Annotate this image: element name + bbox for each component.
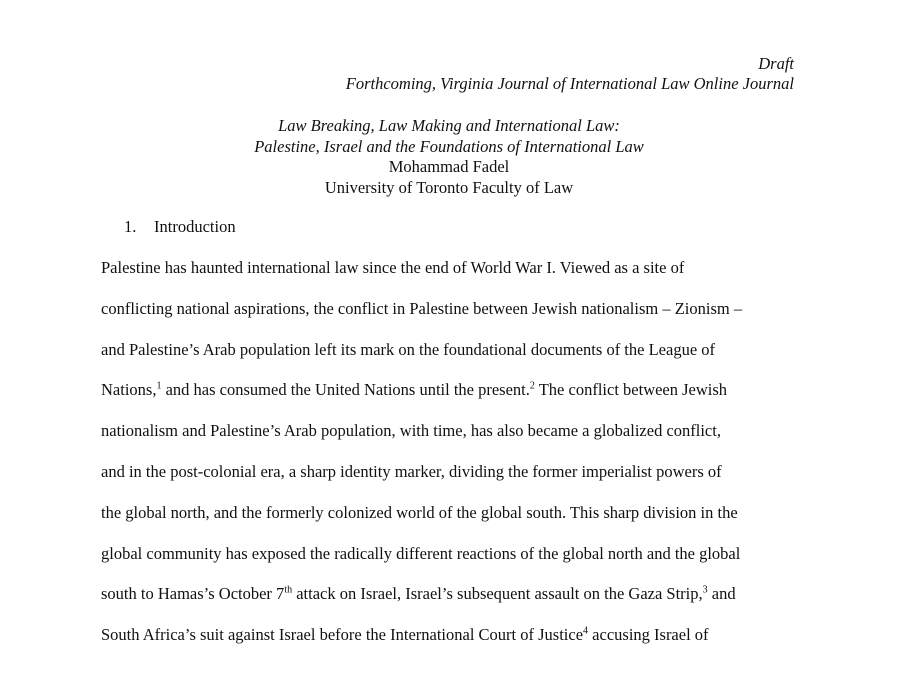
section-title: Introduction bbox=[154, 217, 236, 236]
footnote-marker-3[interactable]: 3 bbox=[702, 584, 708, 596]
text-line bbox=[101, 584, 801, 625]
footnote-marker-4[interactable]: 4 bbox=[583, 625, 589, 637]
text-line: Palestine has haunted international law since the end of World War I. Viewed as a site of bbox=[101, 258, 685, 277]
text-segment: accusing Israel of bbox=[588, 625, 709, 645]
footnote-marker-2[interactable]: 2 bbox=[529, 380, 535, 392]
text-line: and in the post-colonial era, a sharp identity marker, dividing the former imperialist powers of bbox=[101, 461, 722, 481]
text-line: global community has exposed the radically different reactions of the global north and the global bbox=[101, 543, 741, 563]
text-line bbox=[101, 625, 801, 666]
text-segment: and has consumed the United Nations until the present. bbox=[161, 380, 530, 400]
text-segment: south to Hamas’s October 7 bbox=[101, 584, 285, 604]
paper-title-line-2: Palestine, Israel and the Foundations of International Law bbox=[254, 136, 644, 156]
text-line: and Palestine’s Arab population left its mark on the foundational documents of the League of bbox=[101, 339, 716, 359]
text-segment: attack on Israel, Israel’s subsequent assault on the Gaza Strip, bbox=[292, 584, 703, 604]
text-line: conflicting national aspirations, the conflict in Palestine between Jewish nationalism – Zionism – bbox=[101, 298, 743, 318]
author-name: Mohammad Fadel bbox=[388, 157, 510, 176]
ordinal-suffix: th bbox=[284, 584, 293, 596]
paper-title-line-1: Law Breaking, Law Making and International Law: bbox=[278, 116, 620, 135]
journal-label: Forthcoming, Virginia Journal of International Law Online Journal bbox=[345, 74, 794, 93]
text-line bbox=[101, 380, 801, 421]
text-line: nationalism and Palestine’s Arab population, with time, has also became a globalized conflict, bbox=[101, 421, 721, 441]
body-paragraph bbox=[101, 258, 801, 666]
author-affiliation: University of Toronto Faculty of Law bbox=[324, 177, 574, 197]
draft-label: Draft bbox=[758, 54, 794, 73]
text-segment: South Africa’s suit against Israel before the International Court of Justice bbox=[101, 625, 584, 645]
text-segment: and bbox=[707, 584, 736, 604]
section-number: 1. bbox=[124, 217, 137, 236]
text-segment: Nations, bbox=[101, 380, 157, 400]
section-heading bbox=[124, 217, 236, 237]
text-line: the global north, and the formerly colonized world of the global south. This sharp division in the bbox=[101, 502, 738, 522]
title-block bbox=[0, 116, 898, 198]
text-segment: The conflict between Jewish bbox=[534, 380, 728, 400]
footnote-marker-1[interactable]: 1 bbox=[156, 380, 162, 392]
